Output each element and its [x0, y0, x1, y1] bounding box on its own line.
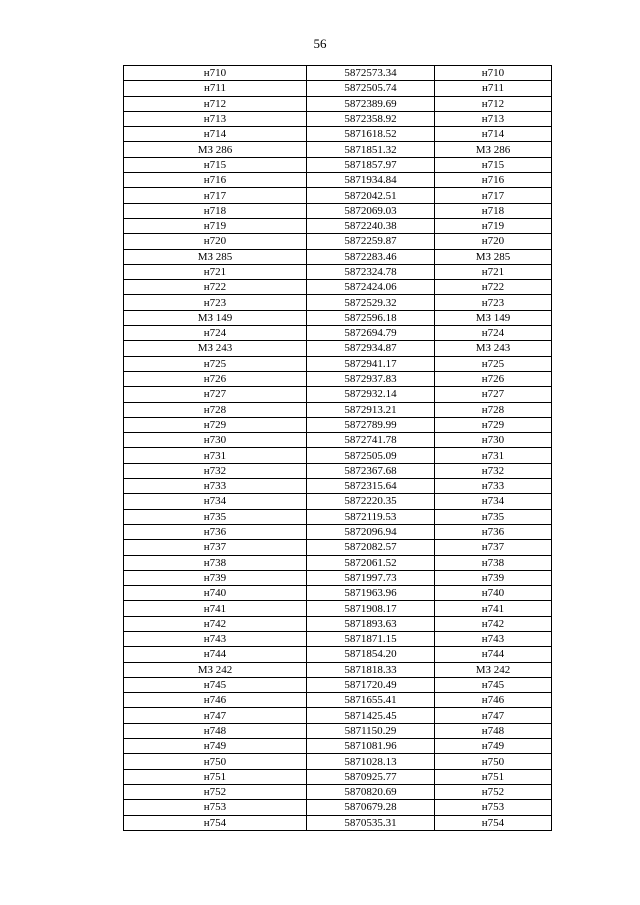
point-id-repeat-cell: МЗ 242: [435, 662, 552, 677]
point-id-cell: н753: [124, 800, 307, 815]
coordinate-cell: 5872937.83: [307, 371, 435, 386]
point-id-cell: н718: [124, 203, 307, 218]
table-row: [124, 662, 552, 677]
point-id-cell: н739: [124, 570, 307, 585]
point-id-repeat-cell: н723: [435, 295, 552, 310]
point-id-repeat-cell: н727: [435, 387, 552, 402]
point-id-cell: н729: [124, 417, 307, 432]
coordinate-cell: 5872042.51: [307, 188, 435, 203]
coordinate-cell: 5872505.74: [307, 81, 435, 96]
table-row: [124, 616, 552, 631]
point-id-repeat-cell: н744: [435, 647, 552, 662]
point-id-cell: н731: [124, 448, 307, 463]
point-id-repeat-cell: н721: [435, 264, 552, 279]
coordinate-cell: 5872913.21: [307, 402, 435, 417]
coordinate-cell: 5870925.77: [307, 769, 435, 784]
table-row: [124, 66, 552, 81]
point-id-repeat-cell: н726: [435, 371, 552, 386]
coordinate-cell: 5872941.17: [307, 356, 435, 371]
coordinate-cell: 5872934.87: [307, 341, 435, 356]
point-id-repeat-cell: н725: [435, 356, 552, 371]
table-row: [124, 295, 552, 310]
point-id-repeat-cell: н736: [435, 524, 552, 539]
table-row: [124, 111, 552, 126]
table-row: [124, 371, 552, 386]
point-id-repeat-cell: н733: [435, 479, 552, 494]
table-row: [124, 708, 552, 723]
point-id-cell: МЗ 243: [124, 341, 307, 356]
table-row: [124, 647, 552, 662]
point-id-cell: н730: [124, 433, 307, 448]
point-id-cell: н736: [124, 524, 307, 539]
coordinate-cell: 5871997.73: [307, 570, 435, 585]
point-id-repeat-cell: н711: [435, 81, 552, 96]
point-id-cell: н711: [124, 81, 307, 96]
coordinate-cell: 5871934.84: [307, 173, 435, 188]
point-id-repeat-cell: н724: [435, 326, 552, 341]
table-row: [124, 769, 552, 784]
coordinate-cell: 5872259.87: [307, 234, 435, 249]
coordinate-cell: 5872061.52: [307, 555, 435, 570]
coordinate-cell: 5872367.68: [307, 463, 435, 478]
table-row: [124, 326, 552, 341]
point-id-cell: н742: [124, 616, 307, 631]
point-id-repeat-cell: н749: [435, 739, 552, 754]
point-id-repeat-cell: н748: [435, 723, 552, 738]
point-id-cell: н713: [124, 111, 307, 126]
point-id-repeat-cell: н739: [435, 570, 552, 585]
table-row: [124, 280, 552, 295]
table-row: [124, 356, 552, 371]
point-id-repeat-cell: н751: [435, 769, 552, 784]
point-id-cell: МЗ 149: [124, 310, 307, 325]
table-row: [124, 509, 552, 524]
point-id-repeat-cell: н745: [435, 677, 552, 692]
point-id-cell: н728: [124, 402, 307, 417]
point-id-repeat-cell: н719: [435, 218, 552, 233]
point-id-repeat-cell: н746: [435, 693, 552, 708]
table-row: [124, 234, 552, 249]
table-row: [124, 800, 552, 815]
coordinate-cell: 5871871.15: [307, 631, 435, 646]
point-id-repeat-cell: н743: [435, 631, 552, 646]
coordinate-cell: 5872573.34: [307, 66, 435, 81]
coordinate-cell: 5871618.52: [307, 127, 435, 142]
table-row: [124, 417, 552, 432]
point-id-cell: МЗ 242: [124, 662, 307, 677]
table-row: [124, 188, 552, 203]
table-row: [124, 387, 552, 402]
point-id-repeat-cell: н714: [435, 127, 552, 142]
point-id-repeat-cell: МЗ 285: [435, 249, 552, 264]
coordinate-cell: 5872529.32: [307, 295, 435, 310]
point-id-repeat-cell: н735: [435, 509, 552, 524]
table-row: [124, 157, 552, 172]
point-id-cell: н726: [124, 371, 307, 386]
point-id-cell: н710: [124, 66, 307, 81]
table-row: [124, 723, 552, 738]
point-id-repeat-cell: н730: [435, 433, 552, 448]
point-id-repeat-cell: н729: [435, 417, 552, 432]
point-id-repeat-cell: н753: [435, 800, 552, 815]
point-id-cell: н752: [124, 784, 307, 799]
point-id-cell: н751: [124, 769, 307, 784]
table-row: [124, 264, 552, 279]
point-id-repeat-cell: МЗ 286: [435, 142, 552, 157]
table-row: [124, 693, 552, 708]
point-id-cell: н741: [124, 601, 307, 616]
coordinate-cell: 5871720.49: [307, 677, 435, 692]
coordinate-cell: 5871854.20: [307, 647, 435, 662]
coordinate-cell: 5872741.78: [307, 433, 435, 448]
point-id-cell: н715: [124, 157, 307, 172]
point-id-cell: н723: [124, 295, 307, 310]
table-row: [124, 494, 552, 509]
coordinate-cell: 5871851.32: [307, 142, 435, 157]
point-id-cell: н725: [124, 356, 307, 371]
table-row: [124, 815, 552, 830]
coordinate-cell: 5871908.17: [307, 601, 435, 616]
coordinate-cell: 5872082.57: [307, 540, 435, 555]
point-id-cell: н724: [124, 326, 307, 341]
coordinate-cell: 5872119.53: [307, 509, 435, 524]
point-id-repeat-cell: н741: [435, 601, 552, 616]
point-id-cell: н740: [124, 586, 307, 601]
point-id-cell: н720: [124, 234, 307, 249]
point-id-cell: н721: [124, 264, 307, 279]
point-id-repeat-cell: н728: [435, 402, 552, 417]
coordinate-cell: 5871963.96: [307, 586, 435, 601]
coordinate-cell: 5872283.46: [307, 249, 435, 264]
point-id-repeat-cell: н734: [435, 494, 552, 509]
page-number: 56: [313, 36, 327, 51]
point-id-repeat-cell: н740: [435, 586, 552, 601]
point-id-cell: н734: [124, 494, 307, 509]
coordinate-cell: 5872932.14: [307, 387, 435, 402]
point-id-cell: н716: [124, 173, 307, 188]
point-id-repeat-cell: н720: [435, 234, 552, 249]
table-row: [124, 173, 552, 188]
table-row: [124, 218, 552, 233]
table-row: [124, 249, 552, 264]
coordinate-cell: 5872389.69: [307, 96, 435, 111]
coordinate-cell: 5872505.09: [307, 448, 435, 463]
table-row: [124, 433, 552, 448]
table-row: [124, 463, 552, 478]
point-id-repeat-cell: н712: [435, 96, 552, 111]
point-id-cell: н735: [124, 509, 307, 524]
coordinate-cell: 5871150.29: [307, 723, 435, 738]
coordinate-cell: 5872358.92: [307, 111, 435, 126]
coordinate-cell: 5872596.18: [307, 310, 435, 325]
coordinate-cell: 5872324.78: [307, 264, 435, 279]
point-id-repeat-cell: н754: [435, 815, 552, 830]
point-id-cell: н743: [124, 631, 307, 646]
table-row: [124, 601, 552, 616]
point-id-cell: н749: [124, 739, 307, 754]
point-id-repeat-cell: н710: [435, 66, 552, 81]
table-row: [124, 310, 552, 325]
point-id-repeat-cell: н716: [435, 173, 552, 188]
table-row: [124, 402, 552, 417]
table-row: [124, 203, 552, 218]
point-id-cell: н737: [124, 540, 307, 555]
point-id-repeat-cell: н737: [435, 540, 552, 555]
table-row: [124, 586, 552, 601]
point-id-cell: н738: [124, 555, 307, 570]
table-row: [124, 739, 552, 754]
point-id-cell: н750: [124, 754, 307, 769]
point-id-cell: н714: [124, 127, 307, 142]
point-id-cell: н744: [124, 647, 307, 662]
point-id-repeat-cell: н750: [435, 754, 552, 769]
table-row: [124, 448, 552, 463]
point-id-repeat-cell: н738: [435, 555, 552, 570]
table-row: [124, 96, 552, 111]
point-id-repeat-cell: МЗ 149: [435, 310, 552, 325]
table-row: [124, 479, 552, 494]
point-id-cell: н732: [124, 463, 307, 478]
coordinates-table: [123, 65, 552, 831]
table-row: [124, 127, 552, 142]
point-id-cell: МЗ 285: [124, 249, 307, 264]
point-id-cell: н733: [124, 479, 307, 494]
point-id-repeat-cell: н717: [435, 188, 552, 203]
table-row: [124, 570, 552, 585]
coordinates-table-body: [124, 66, 552, 831]
table-row: [124, 631, 552, 646]
point-id-repeat-cell: н715: [435, 157, 552, 172]
coordinate-cell: 5871857.97: [307, 157, 435, 172]
table-row: [124, 341, 552, 356]
point-id-cell: н754: [124, 815, 307, 830]
table-row: [124, 784, 552, 799]
point-id-cell: н747: [124, 708, 307, 723]
coordinate-cell: 5872096.94: [307, 524, 435, 539]
coordinate-cell: 5872315.64: [307, 479, 435, 494]
point-id-repeat-cell: н747: [435, 708, 552, 723]
table-row: [124, 81, 552, 96]
coordinate-cell: 5872424.06: [307, 280, 435, 295]
table-row: [124, 540, 552, 555]
coordinate-cell: 5871081.96: [307, 739, 435, 754]
coordinate-cell: 5871818.33: [307, 662, 435, 677]
point-id-cell: н712: [124, 96, 307, 111]
point-id-repeat-cell: н731: [435, 448, 552, 463]
coordinate-cell: 5870535.31: [307, 815, 435, 830]
point-id-cell: н748: [124, 723, 307, 738]
point-id-repeat-cell: н752: [435, 784, 552, 799]
point-id-cell: н745: [124, 677, 307, 692]
table-row: [124, 524, 552, 539]
coordinate-cell: 5871425.45: [307, 708, 435, 723]
coordinate-cell: 5870679.28: [307, 800, 435, 815]
coordinate-cell: 5872220.35: [307, 494, 435, 509]
point-id-cell: МЗ 286: [124, 142, 307, 157]
coordinate-cell: 5872789.99: [307, 417, 435, 432]
point-id-repeat-cell: МЗ 243: [435, 341, 552, 356]
point-id-repeat-cell: н713: [435, 111, 552, 126]
point-id-repeat-cell: н718: [435, 203, 552, 218]
table-row: [124, 555, 552, 570]
coordinate-cell: 5871655.41: [307, 693, 435, 708]
coordinate-cell: 5872069.03: [307, 203, 435, 218]
point-id-repeat-cell: н742: [435, 616, 552, 631]
table-row: [124, 142, 552, 157]
table-row: [124, 754, 552, 769]
table-row: [124, 677, 552, 692]
coordinate-cell: 5872694.79: [307, 326, 435, 341]
coordinate-cell: 5871893.63: [307, 616, 435, 631]
point-id-cell: н746: [124, 693, 307, 708]
point-id-cell: н719: [124, 218, 307, 233]
point-id-cell: н722: [124, 280, 307, 295]
point-id-repeat-cell: н722: [435, 280, 552, 295]
coordinate-cell: 5870820.69: [307, 784, 435, 799]
coordinate-cell: 5872240.38: [307, 218, 435, 233]
coordinate-cell: 5871028.13: [307, 754, 435, 769]
point-id-repeat-cell: н732: [435, 463, 552, 478]
point-id-cell: н727: [124, 387, 307, 402]
point-id-cell: н717: [124, 188, 307, 203]
